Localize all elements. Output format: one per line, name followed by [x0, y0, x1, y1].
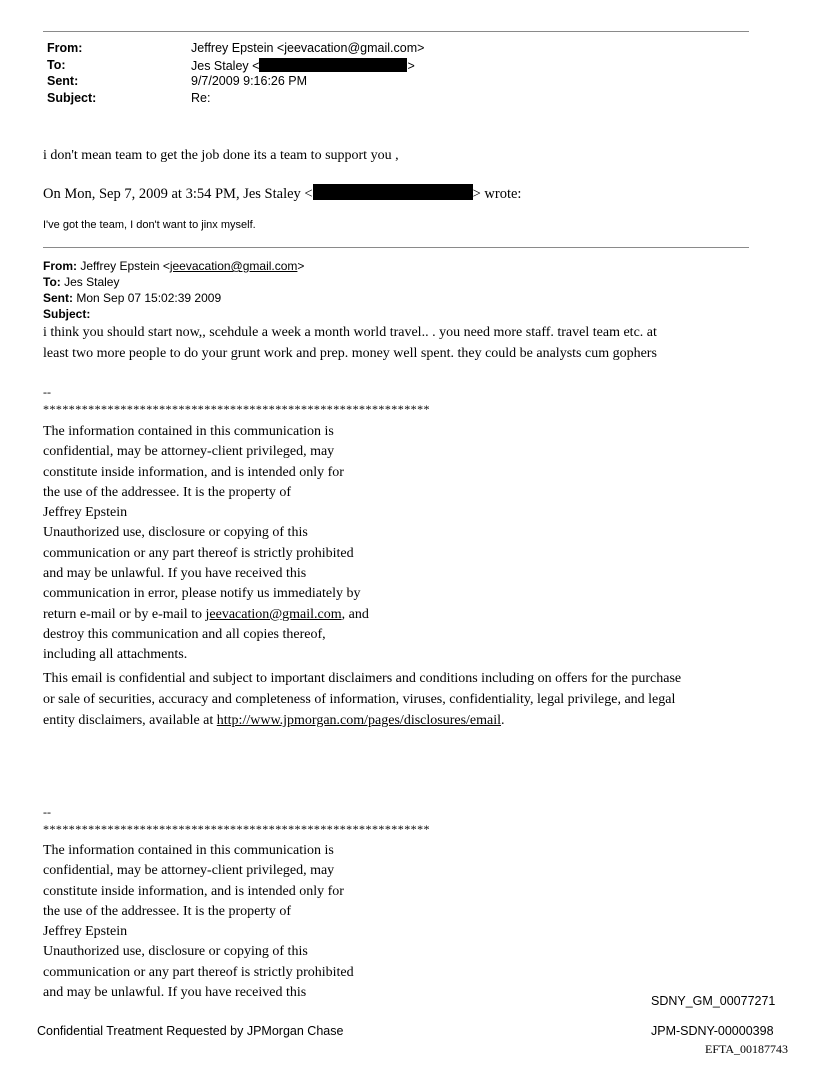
subject-label: Subject: — [47, 91, 97, 105]
reply-attribution — [43, 184, 521, 203]
orig-subject — [43, 307, 90, 321]
jpm-disclaimer — [43, 668, 681, 731]
notice-line: Jeffrey Epstein — [43, 924, 128, 940]
jpm-disclosures-link[interactable]: http://www.jpmorgan.com/pages/disclosures/email — [216, 713, 502, 728]
bates-efta: EFTA_00187743 — [705, 1042, 789, 1056]
signature-stars-2: ************************************************************ — [43, 822, 430, 836]
sent-value: 9/7/2009 9:16:26 PM — [191, 74, 308, 88]
from-label: From: — [47, 41, 83, 55]
notice-line: communication in error, please notify us immediately by — [43, 586, 361, 602]
notice-line: The information contained in this communication is — [43, 843, 334, 858]
jpm-line3-prefix: entity disclaimers, available at — [43, 713, 217, 728]
signature-stars: ************************************************************ — [43, 402, 430, 416]
notice-line: the use of the addressee. It is the property of — [43, 484, 292, 500]
notice-line: and may be unlawful. If you have received this — [43, 566, 307, 582]
notice-line: communication or any part thereof is strictly prohibited — [43, 545, 354, 561]
bates-sdny: SDNY_GM_00077271 — [651, 994, 776, 1008]
notice-line: confidential, may be attorney-client privileged, may — [43, 863, 335, 879]
notice-line: including all attachments. — [43, 647, 188, 663]
notice-line: constitute inside information, and is intended only for — [43, 883, 344, 899]
notice-line: The information contained in this communication is — [43, 424, 334, 439]
bates-jpm: JPM-SDNY-00000398 — [651, 1024, 774, 1038]
jpm-line3-suffix: . — [501, 713, 505, 728]
orig-to — [43, 275, 119, 289]
confidentiality-notice-2 — [43, 841, 354, 1003]
notice-line: and may be unlawful. If you have received this — [43, 985, 307, 1001]
notice-line: Unauthorized use, disclosure or copying of this — [43, 525, 308, 541]
to-value — [191, 58, 415, 73]
notice-line: Unauthorized use, disclosure or copying of this — [43, 944, 308, 960]
to-label: To: — [47, 58, 66, 72]
subject-value: Re: — [191, 91, 211, 105]
orig-sent — [43, 291, 221, 305]
redaction-box — [259, 58, 407, 72]
notice-line-email — [43, 605, 369, 625]
sent-label: Sent: — [47, 74, 79, 88]
jpm-disclaimer-line: or sale of securities, accuracy and completeness of information, viruses, confidentiality, legal privilege, and legal — [43, 692, 676, 707]
orig-from-name: Jeffrey Epstein < — [77, 259, 170, 273]
jpm-disclaimer-line-link — [43, 710, 681, 731]
notice-line: Jeffrey Epstein — [43, 505, 128, 521]
original-body-line: least two more people to do your grunt work and prep. money well spent. they could be analysts cum gophers — [43, 346, 657, 361]
orig-to-value: Jes Staley — [60, 275, 120, 289]
from-value: Jeffrey Epstein <jeevacation@gmail.com> — [191, 41, 425, 55]
email-line-suffix: , and — [341, 606, 369, 622]
reply-body: i don't mean team to get the job done its a team to support you , — [43, 148, 399, 163]
orig-from-email-link[interactable]: jeevacation@gmail.com — [169, 259, 298, 273]
original-body-line: i think you should start now,, scehdule a week a month world travel.. . you need more staff. travel team etc. at — [43, 325, 657, 340]
original-body — [43, 322, 657, 364]
redaction-box — [313, 184, 473, 200]
signature-dashes-2: -- — [43, 805, 51, 819]
attribution-suffix: > wrote: — [472, 186, 522, 202]
orig-from-close: > — [297, 259, 305, 273]
orig-to-label: To: — [43, 275, 61, 289]
notice-line: communication or any part thereof is strictly prohibited — [43, 964, 354, 980]
notice-line: confidential, may be attorney-client privileged, may — [43, 444, 335, 460]
quoted-line: I've got the team, I don't want to jinx myself. — [43, 219, 256, 231]
notice-email-link[interactable]: jeevacation@gmail.com — [205, 606, 342, 622]
orig-sent-label: Sent: — [43, 291, 73, 305]
jpm-disclaimer-line: This email is confidential and subject to important disclaimers and conditions including on offers for the purchase — [43, 671, 682, 686]
orig-sent-value: Mon Sep 07 15:02:39 2009 — [73, 291, 222, 305]
attribution-prefix: On Mon, Sep 7, 2009 at 3:54 PM, Jes Staley < — [43, 186, 313, 202]
top-rule — [43, 31, 749, 32]
orig-from — [43, 259, 304, 273]
confidentiality-notice — [43, 422, 369, 666]
signature-dashes: -- — [43, 385, 51, 399]
to-prefix: Jes Staley < — [191, 59, 260, 73]
quote-rule — [43, 247, 749, 248]
confidential-footer: Confidential Treatment Requested by JPMorgan Chase — [37, 1024, 344, 1038]
to-suffix: > — [407, 59, 415, 73]
orig-subject-label: Subject: — [43, 307, 91, 321]
notice-line: constitute inside information, and is intended only for — [43, 464, 344, 480]
orig-from-label: From: — [43, 259, 77, 273]
notice-line: destroy this communication and all copies thereof, — [43, 626, 326, 642]
notice-line: the use of the addressee. It is the property of — [43, 903, 292, 919]
email-line-prefix: return e-mail or by e-mail to — [43, 606, 206, 622]
